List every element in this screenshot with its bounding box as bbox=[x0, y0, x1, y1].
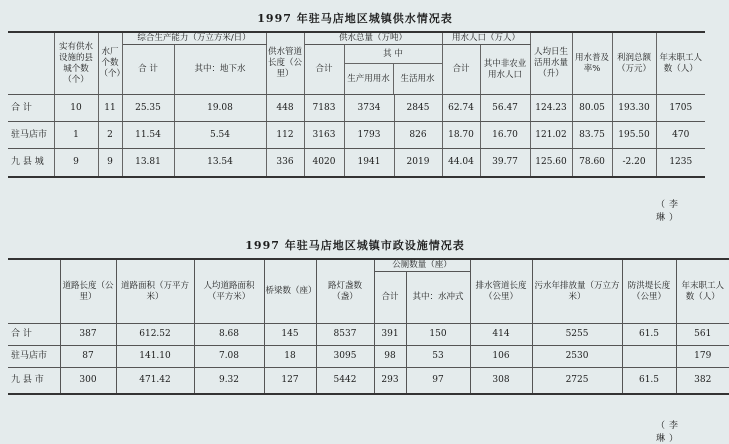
cell: 1705 bbox=[656, 95, 705, 122]
cell: 78.60 bbox=[572, 149, 612, 177]
cell: 179 bbox=[676, 346, 729, 368]
header-toilets-flush: 其中：水冲式 bbox=[406, 272, 470, 324]
table1-author: （李 琳） bbox=[656, 200, 683, 223]
cell: 106 bbox=[470, 346, 532, 368]
cell: 53 bbox=[406, 346, 470, 368]
row-label: 九 县 城 bbox=[8, 149, 54, 177]
header-supply: 供水总量（万吨） bbox=[304, 32, 442, 45]
header-toilets: 公厕数量（座） bbox=[374, 259, 470, 272]
cell: 18.70 bbox=[442, 122, 480, 149]
cell: 414 bbox=[470, 324, 532, 346]
header-lamps: 路灯盏数（盏） bbox=[316, 259, 374, 324]
table-row bbox=[8, 324, 729, 346]
cell: 56.47 bbox=[480, 95, 530, 122]
cell: 97 bbox=[406, 368, 470, 394]
cell: 9 bbox=[54, 149, 98, 177]
cell: 448 bbox=[266, 95, 304, 122]
cell: 7.08 bbox=[194, 346, 264, 368]
header-pipe: 供水管道长度（公里） bbox=[266, 32, 304, 95]
cell: 87 bbox=[60, 346, 116, 368]
header-counties: 实有供水设施的县城个数（个） bbox=[54, 32, 98, 95]
header-supply-prod: 生产用用水 bbox=[345, 64, 394, 94]
cell: 7183 bbox=[304, 95, 344, 122]
table-row bbox=[8, 122, 705, 149]
header-road-len: 道路长度（公里） bbox=[60, 259, 116, 324]
cell: 98 bbox=[374, 346, 406, 368]
cell: 39.77 bbox=[480, 149, 530, 177]
cell: 83.75 bbox=[572, 122, 612, 149]
cell: 80.05 bbox=[572, 95, 612, 122]
row-label: 驻马店市 bbox=[8, 122, 54, 149]
header-percap: 人均日生活用水量（升） bbox=[530, 32, 572, 95]
table2-title: 1997 年驻马店地区城镇市政设施情况表 bbox=[245, 239, 465, 252]
cell: 471.42 bbox=[116, 368, 194, 394]
corner-cell bbox=[8, 259, 60, 324]
table-row bbox=[8, 346, 729, 368]
cell: 195.50 bbox=[612, 122, 656, 149]
cell: 391 bbox=[374, 324, 406, 346]
cell: 470 bbox=[656, 122, 705, 149]
cell: 1941 bbox=[344, 149, 394, 177]
header-rate: 用水普及率% bbox=[572, 32, 612, 95]
header-drain: 排水管道长度（公里） bbox=[470, 259, 532, 324]
cell: 293 bbox=[374, 368, 406, 394]
cell: 5.54 bbox=[174, 122, 266, 149]
cell: 3095 bbox=[316, 346, 374, 368]
cell: 125.60 bbox=[530, 149, 572, 177]
cell: -2.20 bbox=[612, 149, 656, 177]
cell: 44.04 bbox=[442, 149, 480, 177]
cell: 141.10 bbox=[116, 346, 194, 368]
header-capacity: 综合生产能力（万立方米/日） bbox=[122, 32, 266, 45]
cell: 10 bbox=[54, 95, 98, 122]
cell: 3734 bbox=[344, 95, 394, 122]
cell: 2019 bbox=[394, 149, 442, 177]
table-row bbox=[8, 149, 705, 177]
header-profit: 利润总额（万元） bbox=[612, 32, 656, 95]
water-supply-table bbox=[8, 31, 705, 178]
header-pop-total: 合计 bbox=[442, 45, 480, 95]
header-staff: 年末职工人数（人） bbox=[656, 32, 705, 95]
cell: 18 bbox=[264, 346, 316, 368]
cell bbox=[622, 346, 676, 368]
header-plants: 水厂个数（个） bbox=[98, 32, 122, 95]
header-pop-nonag: 其中非农业用水人口 bbox=[480, 45, 530, 95]
cell: 193.30 bbox=[612, 95, 656, 122]
municipal-facilities-table bbox=[8, 258, 729, 395]
cell: 336 bbox=[266, 149, 304, 177]
cell: 2725 bbox=[532, 368, 622, 394]
cell: 11 bbox=[98, 95, 122, 122]
header-road-percap: 人均道路面积（平方米） bbox=[194, 259, 264, 324]
row-label: 九 县 市 bbox=[8, 368, 60, 394]
cell: 19.08 bbox=[174, 95, 266, 122]
header-sewage: 污水年排放量（万立方米） bbox=[532, 259, 622, 324]
header-supply-total: 合计 bbox=[304, 45, 344, 95]
header-supply-of: 其 中 bbox=[345, 45, 442, 64]
cell: 382 bbox=[676, 368, 729, 394]
header-road-area: 道路面积（万平方米） bbox=[116, 259, 194, 324]
cell: 3163 bbox=[304, 122, 344, 149]
cell: 300 bbox=[60, 368, 116, 394]
row-label: 驻马店市 bbox=[8, 346, 60, 368]
header-supply-life: 生活用水 bbox=[400, 74, 435, 84]
header-pop: 用水人口（万人） bbox=[442, 32, 530, 45]
cell: 5442 bbox=[316, 368, 374, 394]
cell: 8537 bbox=[316, 324, 374, 346]
cell: 2530 bbox=[532, 346, 622, 368]
cell: 127 bbox=[264, 368, 316, 394]
cell: 387 bbox=[60, 324, 116, 346]
cell: 1 bbox=[54, 122, 98, 149]
cell: 62.74 bbox=[442, 95, 480, 122]
cell: 2 bbox=[98, 122, 122, 149]
table2-author: （李 琳） bbox=[656, 421, 683, 444]
cell: 8.68 bbox=[194, 324, 264, 346]
cell: 612.52 bbox=[116, 324, 194, 346]
cell: 13.81 bbox=[122, 149, 174, 177]
cell: 11.54 bbox=[122, 122, 174, 149]
table1-title: 1997 年驻马店地区城镇供水情况表 bbox=[257, 12, 453, 25]
table-row bbox=[8, 368, 729, 394]
cell: 308 bbox=[470, 368, 532, 394]
cell: 25.35 bbox=[122, 95, 174, 122]
cell: 1793 bbox=[344, 122, 394, 149]
cell: 1235 bbox=[656, 149, 705, 177]
header-staff: 年末职工人数（人） bbox=[676, 259, 729, 324]
cell: 16.70 bbox=[480, 122, 530, 149]
cell: 61.5 bbox=[622, 324, 676, 346]
row-label: 合 计 bbox=[8, 95, 54, 122]
cell: 150 bbox=[406, 324, 470, 346]
cell: 112 bbox=[266, 122, 304, 149]
cell: 145 bbox=[264, 324, 316, 346]
corner-cell bbox=[8, 32, 54, 95]
cell: 9.32 bbox=[194, 368, 264, 394]
header-capacity-total: 合 计 bbox=[122, 45, 174, 95]
header-capacity-ground: 其中：地下水 bbox=[174, 45, 266, 95]
cell: 561 bbox=[676, 324, 729, 346]
cell: 5255 bbox=[532, 324, 622, 346]
header-flood: 防洪堤长度（公里） bbox=[622, 259, 676, 324]
cell: 13.54 bbox=[174, 149, 266, 177]
cell: 4020 bbox=[304, 149, 344, 177]
cell: 9 bbox=[98, 149, 122, 177]
header-toilets-total: 合计 bbox=[374, 272, 406, 324]
table-row bbox=[8, 95, 705, 122]
header-bridges: 桥梁数（座） bbox=[264, 259, 316, 324]
cell: 61.5 bbox=[622, 368, 676, 394]
cell: 2845 bbox=[394, 95, 442, 122]
row-label: 合 计 bbox=[8, 324, 60, 346]
cell: 124.23 bbox=[530, 95, 572, 122]
cell: 826 bbox=[394, 122, 442, 149]
cell: 121.02 bbox=[530, 122, 572, 149]
